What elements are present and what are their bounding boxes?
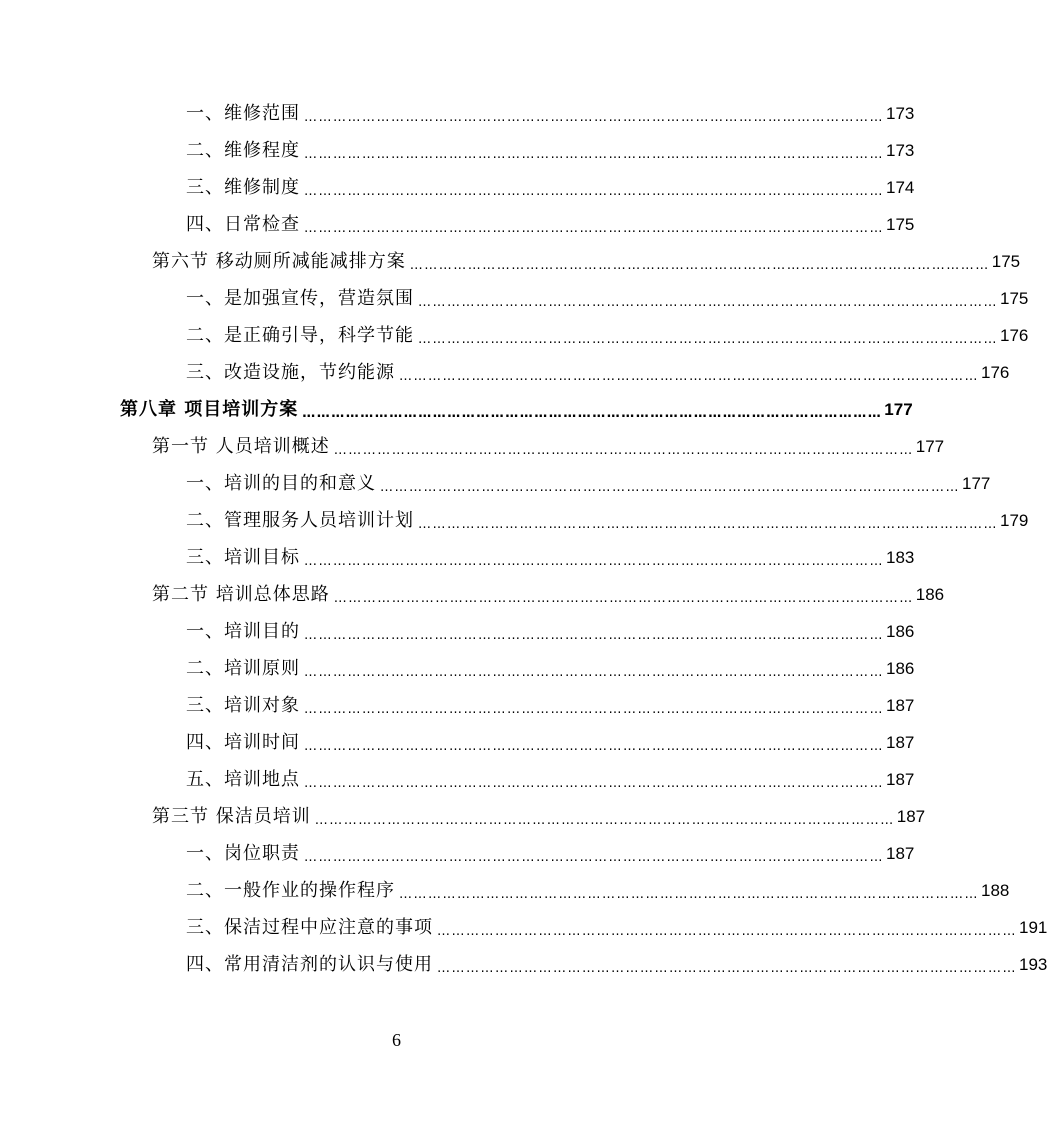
toc-entry[interactable] xyxy=(152,802,926,832)
toc-entry-label: 三、保洁过程中应注意的事项 xyxy=(186,917,433,938)
toc-entry[interactable] xyxy=(186,284,1029,314)
toc-entry-label: 一、培训目的 xyxy=(186,621,300,642)
toc-leader-dots: ………………………………………………………………………………………………………… xyxy=(304,739,884,754)
toc-entry-page: 175 xyxy=(886,215,915,234)
toc-entry-page: 183 xyxy=(886,548,915,567)
toc-entry-label: 二、维修程度 xyxy=(186,140,300,161)
toc-entry-label: 三、培训目标 xyxy=(186,547,300,568)
toc-entry-page: 186 xyxy=(915,585,945,604)
toc-entry-page: 173 xyxy=(886,141,915,160)
toc-entry-label: 一、培训的目的和意义 xyxy=(186,473,376,494)
toc-entry-page: 187 xyxy=(886,733,915,752)
toc-entry[interactable] xyxy=(186,654,915,684)
toc-entry-label: 二、管理服务人员培训计划 xyxy=(186,510,414,531)
toc-entry-page: 175 xyxy=(1000,289,1029,308)
toc-leader-dots: ………………………………………………………………………………………………………… xyxy=(418,332,998,347)
toc-chapter-entry[interactable] xyxy=(120,395,913,425)
toc-leader-dots: ………………………………………………………………………………………………………… xyxy=(314,813,895,828)
toc-entry-page: 177 xyxy=(884,400,913,419)
toc-entry-page: 187 xyxy=(886,844,915,863)
toc-entry-label: 第一节 人员培训概述 xyxy=(152,436,330,457)
toc-entry[interactable] xyxy=(186,358,1010,388)
toc-entry[interactable] xyxy=(186,136,915,166)
toc-leader-dots: ………………………………………………………………………………………………………… xyxy=(304,147,884,162)
toc-leader-dots: ………………………………………………………………………………………………………… xyxy=(380,480,960,495)
toc-entry[interactable] xyxy=(186,99,915,129)
toc-entry-page: 188 xyxy=(981,881,1010,900)
toc-entry[interactable] xyxy=(152,247,1021,277)
toc-entry-page: 191 xyxy=(1019,918,1047,937)
toc-entry-label: 第八章 项目培训方案 xyxy=(120,399,299,420)
toc-entry[interactable] xyxy=(186,691,915,721)
toc-entry-label: 二、培训原则 xyxy=(186,658,300,679)
toc-leader-dots: ………………………………………………………………………………………………………… xyxy=(399,887,979,902)
toc-leader-dots: ………………………………………………………………………………………………………… xyxy=(409,258,990,273)
toc-entry-page: 187 xyxy=(886,770,915,789)
toc-entry-label: 三、改造设施，节约能源 xyxy=(186,362,395,383)
toc-entry-label: 第二节 培训总体思路 xyxy=(152,584,330,605)
toc-entry-label: 一、是加强宣传，营造氛围 xyxy=(186,288,414,309)
toc-entry-page: 179 xyxy=(1000,511,1029,530)
toc-leader-dots: ………………………………………………………………………………………………………… xyxy=(418,295,998,310)
toc-entry[interactable] xyxy=(186,506,1029,536)
toc-entry-label: 第三节 保洁员培训 xyxy=(152,806,311,827)
toc-entry-label: 四、培训时间 xyxy=(186,732,300,753)
toc-entry-page: 186 xyxy=(886,659,915,678)
toc-entry-label: 四、日常检查 xyxy=(186,214,300,235)
toc-entry[interactable] xyxy=(152,432,945,462)
toc-entry-page: 176 xyxy=(981,363,1010,382)
toc-leader-dots: ………………………………………………………………………………………………………… xyxy=(333,591,914,606)
toc-entry[interactable] xyxy=(186,913,1047,943)
toc-entry-page: 175 xyxy=(991,252,1021,271)
toc-entry-label: 一、岗位职责 xyxy=(186,843,300,864)
toc-leader-dots: ………………………………………………………………………………………………………… xyxy=(437,961,1017,976)
toc-leader-dots: ………………………………………………………………………………………………………… xyxy=(304,702,884,717)
toc-entry[interactable] xyxy=(186,173,915,203)
toc-leader-dots: ………………………………………………………………………………………………………… xyxy=(304,221,884,236)
toc-entry-label: 二、一般作业的操作程序 xyxy=(186,880,395,901)
toc-leader-dots: ………………………………………………………………………………………………………… xyxy=(302,406,883,421)
toc-entry[interactable] xyxy=(186,543,915,573)
toc-entry-page: 177 xyxy=(962,474,991,493)
toc-entry-page: 187 xyxy=(896,807,926,826)
toc-leader-dots: ………………………………………………………………………………………………………… xyxy=(304,628,884,643)
toc-entry-page: 177 xyxy=(915,437,945,456)
toc-entry-label: 三、维修制度 xyxy=(186,177,300,198)
toc-leader-dots: ………………………………………………………………………………………………………… xyxy=(333,443,914,458)
toc-entry[interactable] xyxy=(186,765,915,795)
toc-entry-page: 193 xyxy=(1019,955,1047,974)
toc-leader-dots: ………………………………………………………………………………………………………… xyxy=(418,517,998,532)
toc-leader-dots: ………………………………………………………………………………………………………… xyxy=(399,369,979,384)
toc-entry-label: 二、是正确引导，科学节能 xyxy=(186,325,414,346)
toc-entry[interactable] xyxy=(186,950,1047,980)
toc-entry-page: 174 xyxy=(886,178,915,197)
toc-leader-dots: ………………………………………………………………………………………………………… xyxy=(304,554,884,569)
toc-leader-dots: ………………………………………………………………………………………………………… xyxy=(304,850,884,865)
toc-entry-label: 一、维修范围 xyxy=(186,103,300,124)
toc-entry-label: 第六节 移动厕所减能减排方案 xyxy=(152,251,406,272)
toc-entry[interactable] xyxy=(186,876,1010,906)
toc-entry[interactable] xyxy=(186,321,1029,351)
toc-entry-label: 五、培训地点 xyxy=(186,769,300,790)
toc-entry[interactable] xyxy=(186,210,915,240)
toc-leader-dots: ………………………………………………………………………………………………………… xyxy=(304,110,884,125)
toc-entry[interactable] xyxy=(186,839,915,869)
toc-entry-label: 三、培训对象 xyxy=(186,695,300,716)
toc-leader-dots: ………………………………………………………………………………………………………… xyxy=(304,184,884,199)
page-number: 6 xyxy=(392,1030,401,1050)
toc-entry-page: 176 xyxy=(1000,326,1029,345)
toc-entry[interactable] xyxy=(152,580,945,610)
toc-leader-dots: ………………………………………………………………………………………………………… xyxy=(437,924,1017,939)
toc-leader-dots: ………………………………………………………………………………………………………… xyxy=(304,665,884,680)
toc-leader-dots: ………………………………………………………………………………………………………… xyxy=(304,776,884,791)
toc-entry-page: 187 xyxy=(886,696,915,715)
toc-entry[interactable] xyxy=(186,728,915,758)
toc-entry[interactable] xyxy=(186,617,915,647)
toc-entry-page: 173 xyxy=(886,104,915,123)
toc-entry-label: 四、常用清洁剂的认识与使用 xyxy=(186,954,433,975)
toc-entry[interactable] xyxy=(186,469,991,499)
toc-entry-page: 186 xyxy=(886,622,915,641)
